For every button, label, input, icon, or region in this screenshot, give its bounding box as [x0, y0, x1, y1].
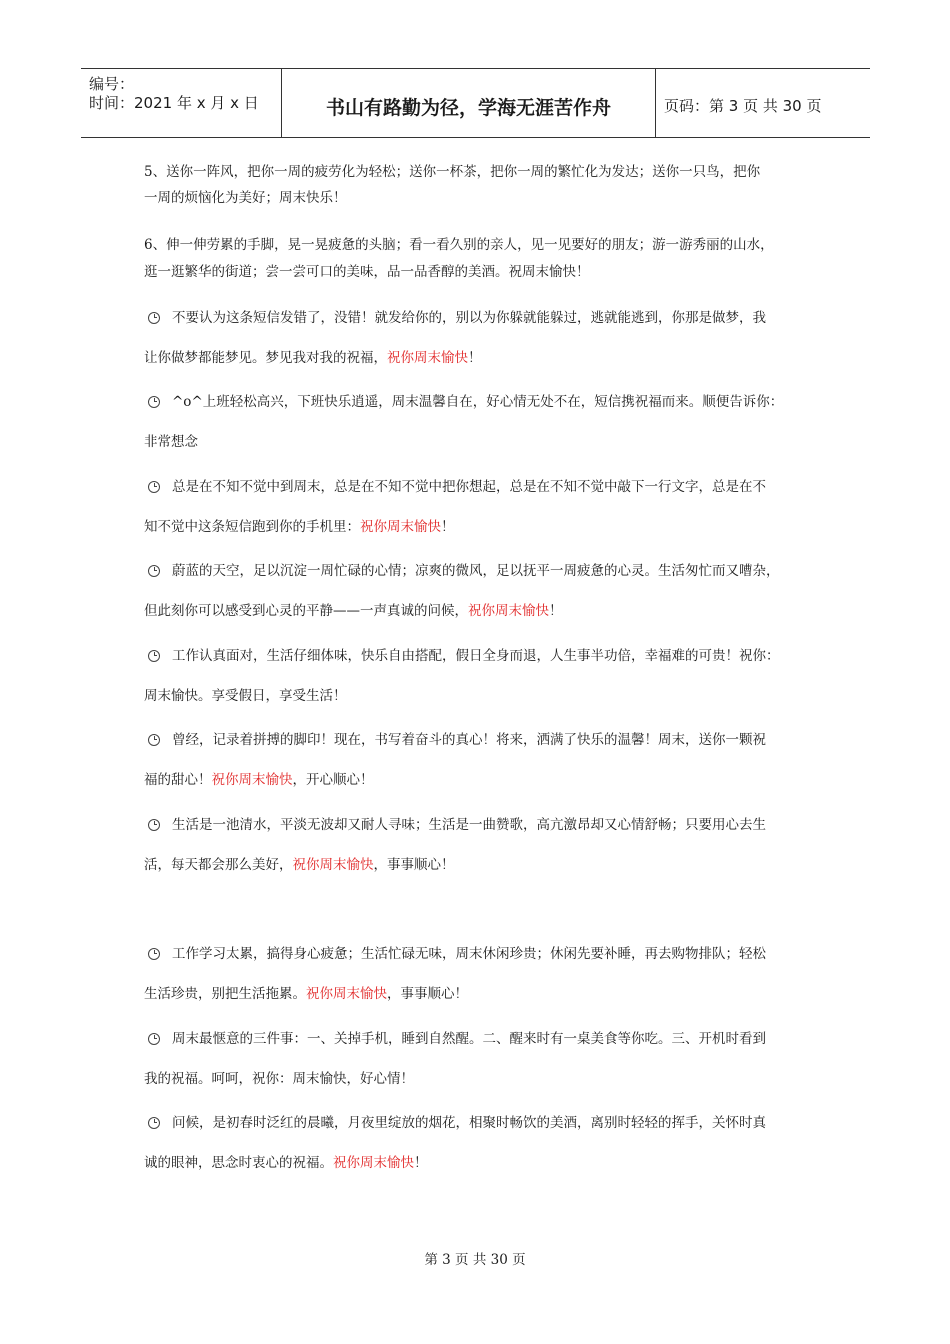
- blessing-line-2: 让你做梦都能梦见。梦见我对我的祝福，: [144, 350, 387, 366]
- blessing-line-1: 蔚蓝的天空，足以沉淀一周忙碌的心情；凉爽的微风，足以抚平一周疲惫的心灵。生活匆忙而又嘈杂，: [172, 563, 780, 579]
- blessing-line-2: 非常想念: [144, 434, 198, 450]
- clock-icon: [148, 1033, 160, 1045]
- clock-icon: [148, 565, 160, 577]
- page-footer: 第 3 页 共 30 页: [424, 1252, 526, 1268]
- header-page-cell: [656, 69, 870, 137]
- blessing-line-1: 工作认真面对，生活仔细体味，快乐自由搭配，假日全身而退，人生事半功倍，幸福难的可贵！祝你：: [172, 648, 780, 664]
- wish-highlight: 祝你周末愉快: [387, 350, 468, 366]
- blessing-line-2-end: ！: [468, 350, 482, 366]
- header-motto: 书山有路勤为径，学海无涯苦作舟: [325, 97, 611, 119]
- clock-icon: [148, 819, 160, 831]
- blessing-line-1: 生活是一池清水，平淡无波却又耐人寻味；生活是一曲赞歌，高亢激昂却又心情舒畅；只要用心去生: [172, 817, 766, 833]
- blessing-line-1: 曾经，记录着拼搏的脚印！现在，书写着奋斗的真心！将来，洒满了快乐的温馨！周末，送你一颗祝: [172, 732, 766, 748]
- paragraph-line: 5、送你一阵风，把你一周的疲劳化为轻松；送你一杯茶，把你一周的繁忙化为发达；送你一只鸟，把你: [144, 164, 761, 180]
- wish-highlight: 祝你周末愉快: [360, 519, 441, 535]
- paragraph-line: 一周的烦恼化为美好；周末快乐！: [144, 190, 347, 206]
- blessing-line-1: 不要认为这条短信发错了，没错！就发给你的，别以为你躲就能躲过，逃就能逃到，你那是做梦，我: [172, 310, 766, 326]
- blessing-line-1: ^o^上班轻松高兴，下班快乐逍遥，周末温馨自在，好心情无处不在，短信携祝福而来。顺便告诉你：: [172, 394, 784, 410]
- clock-icon: [148, 948, 160, 960]
- paragraph-line: 逛一逛繁华的街道；尝一尝可口的美味，品一品香醇的美酒。祝周末愉快！: [144, 264, 590, 280]
- wish-highlight: 祝你周末愉快: [333, 1155, 414, 1171]
- wish-highlight: 祝你周末愉快: [306, 986, 387, 1002]
- clock-icon: [148, 312, 160, 324]
- clock-icon: [148, 481, 160, 493]
- header-page-number: 页码：第 3 页 共 30 页: [664, 97, 822, 115]
- header-meta-cell: [81, 69, 282, 137]
- paragraph-line: 6、伸一伸劳累的手脚，晃一晃疲惫的头脑；看一看久别的亲人，见一见要好的朋友；游一游秀丽的山水，: [144, 237, 774, 253]
- blessing-line-2: 周末愉快。享受假日，享受生活！: [144, 688, 347, 704]
- blessing-line-2-end: ！: [414, 1155, 428, 1171]
- clock-icon: [148, 396, 160, 408]
- blessing-line-2-end: ，事事顺心！: [387, 986, 468, 1002]
- document-code-label: 编号：: [89, 75, 135, 93]
- blessing-line-2: 生活珍贵，别把生活拖累。: [144, 986, 306, 1002]
- blessing-line-2: 活，每天都会那么美好，: [144, 857, 293, 873]
- blessing-line-2-end: ！: [441, 519, 455, 535]
- blessing-line-2: 福的甜心！: [144, 772, 212, 788]
- blessing-line-2: 但此刻你可以感受到心灵的平静——一声真诚的问候，: [144, 603, 468, 619]
- blessing-line-2-end: ，开心顺心！: [292, 772, 374, 788]
- blessing-line-2: 我的祝福。呵呵，祝你：周末愉快，好心情！: [144, 1071, 414, 1087]
- blessing-line-2: 诚的眼神，思念时衷心的祝福。: [144, 1155, 333, 1171]
- document-time-label: 时间：2021 年 x 月 x 日: [89, 94, 259, 112]
- clock-icon: [148, 650, 160, 662]
- document-header: [81, 68, 870, 138]
- wish-highlight: 祝你周末愉快: [292, 857, 374, 873]
- blessing-line-1: 总是在不知不觉中到周末，总是在不知不觉中把你想起，总是在不知不觉中敲下一行文字，总是在不: [172, 479, 766, 495]
- wish-highlight: 祝你周末愉快: [468, 603, 549, 619]
- blessing-line-2-end: ！: [549, 603, 563, 619]
- clock-icon: [148, 1117, 160, 1129]
- blessing-line-2-end: ，事事顺心！: [373, 857, 455, 873]
- blessing-line-1: 工作学习太累，搞得身心疲惫；生活忙碌无味，周末休闲珍贵；休闲先要补睡，再去购物排队；轻松: [172, 946, 766, 962]
- blessing-line-1: 周末最惬意的三件事：一、关掉手机，睡到自然醒。二、醒来时有一桌美食等你吃。三、开机时看到: [172, 1031, 766, 1047]
- wish-highlight: 祝你周末愉快: [211, 772, 293, 788]
- header-motto-cell: [282, 69, 656, 137]
- clock-icon: [148, 734, 160, 746]
- blessing-line-1: 问候，是初春时泛红的晨曦，月夜里绽放的烟花，相聚时畅饮的美酒，离别时轻轻的挥手，关怀时真: [172, 1115, 766, 1131]
- blessing-line-2: 知不觉中这条短信跑到你的手机里：: [144, 519, 360, 535]
